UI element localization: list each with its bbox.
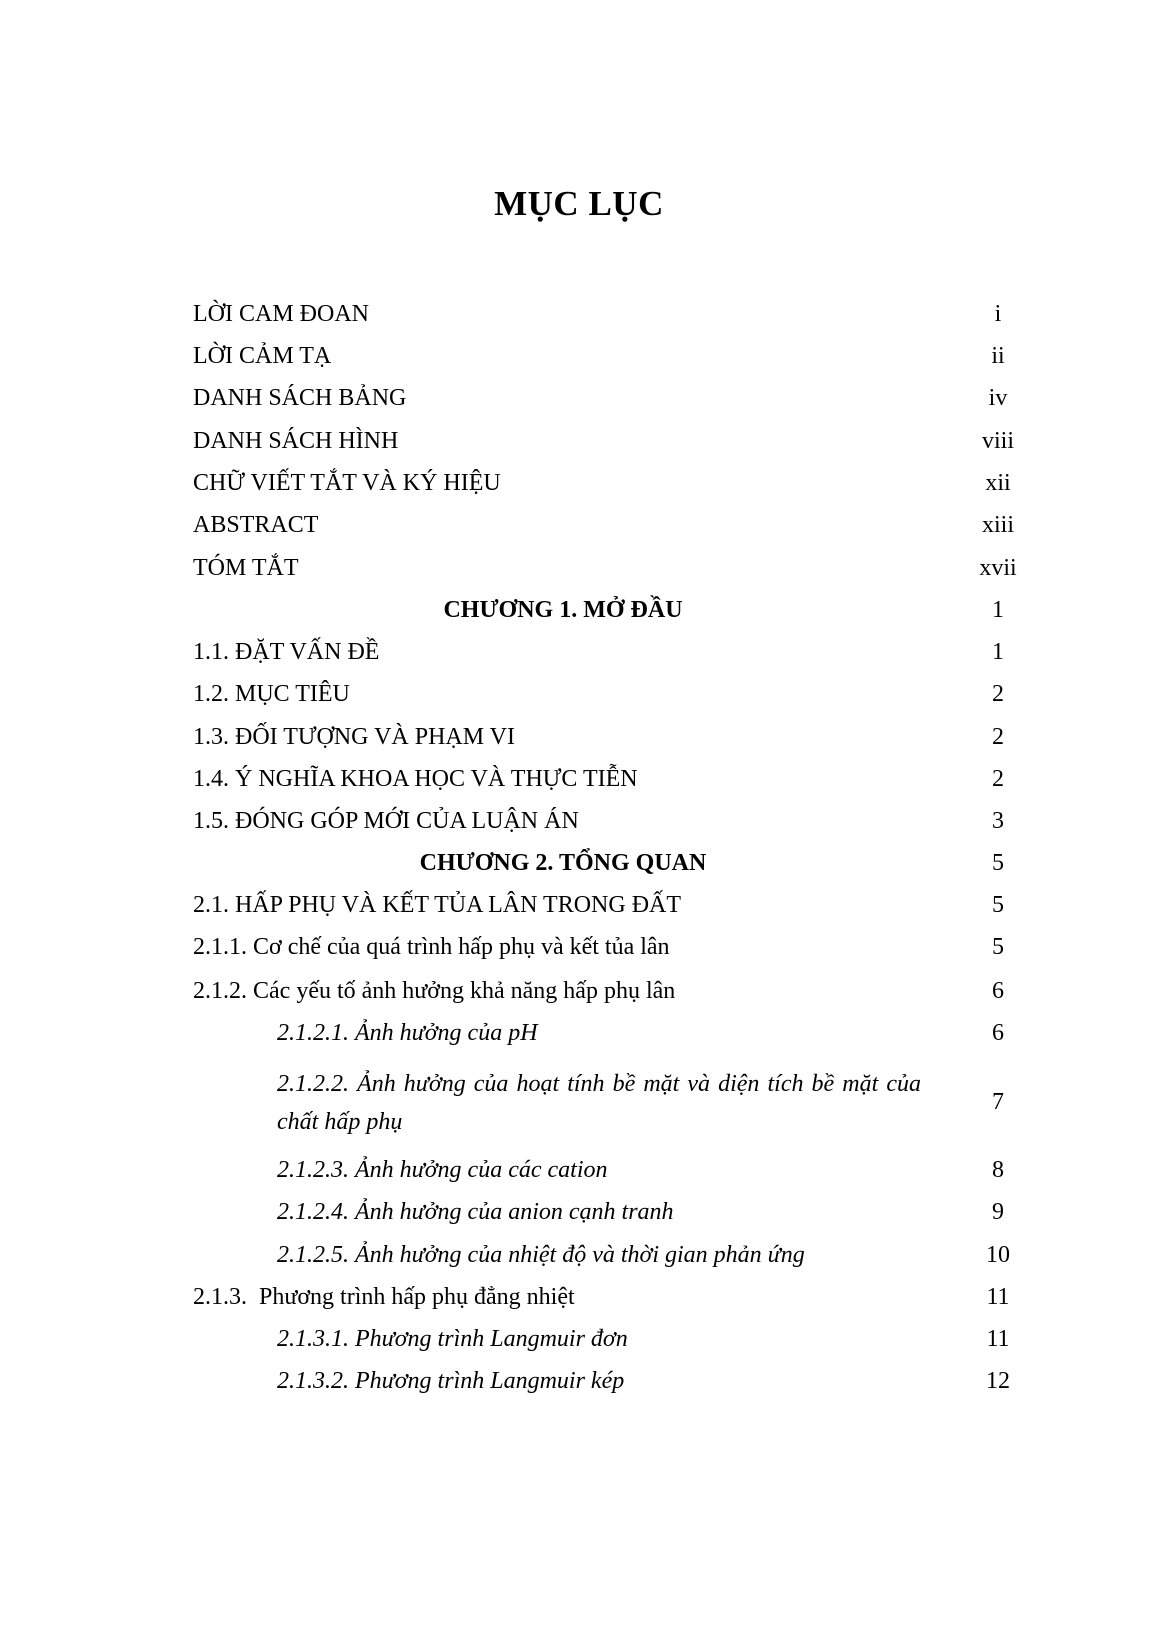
toc-entry-page: 9 [992, 1199, 1004, 1225]
toc-entry-page: 1 [992, 597, 1004, 623]
toc-entry-title: 1.3. ĐỐI TƯỢNG VÀ PHẠM VI [193, 724, 515, 750]
toc-entry-page: 7 [992, 1089, 1004, 1115]
toc-entry-title: 2.1.2.2. Ảnh hưởng của hoạt tính bề mặt và diện tích bề mặt của chất hấp phụ [277, 1071, 921, 1135]
toc-entry-title: DANH SÁCH BẢNG [193, 385, 407, 411]
toc-entry-page: 6 [992, 978, 1004, 1004]
toc-entry-page: 11 [986, 1284, 1010, 1310]
toc-entry-title: 1.1. ĐẶT VẤN ĐỀ [193, 639, 380, 665]
toc-entry-page: i [994, 301, 1002, 327]
toc-entry-title: 2.1.3.1. Phương trình Langmuir đơn [277, 1326, 628, 1352]
toc-entry-page: 2 [992, 681, 1004, 707]
toc-entry-title: 2.1.2.1. Ảnh hưởng của pH [277, 1020, 538, 1046]
toc-entry-page: 1 [992, 639, 1004, 665]
toc-entry-page: 11 [986, 1326, 1010, 1352]
toc-entry-page: 12 [986, 1368, 1010, 1394]
toc-entry-page: 10 [986, 1242, 1010, 1268]
page-title: MỤC LỤC [494, 184, 664, 223]
toc-entry-title: LỜI CẢM TẠ [193, 343, 332, 369]
toc-entry-title: CHƯƠNG 2. TỔNG QUAN [419, 850, 707, 876]
toc-entry-title: ABSTRACT [193, 512, 319, 538]
toc-entry-page: 2 [992, 724, 1004, 750]
toc-entry-title: LỜI CAM ĐOAN [193, 301, 369, 327]
toc-entry-title: DANH SÁCH HÌNH [193, 428, 399, 454]
toc-entry-page: 2 [992, 766, 1004, 792]
toc-entry-page: xii [985, 470, 1011, 496]
toc-entry-title: TÓM TẮT [193, 555, 299, 581]
toc-entry-page: xvii [979, 555, 1017, 581]
toc-entry-page: xiii [981, 512, 1014, 538]
toc-entry-page: 5 [992, 850, 1004, 876]
toc-entry-page: 3 [992, 808, 1004, 834]
toc-entry-title: 2.1.2.3. Ảnh hưởng của các cation [277, 1157, 608, 1183]
toc-entry-title: 1.4. Ý NGHĨA KHOA HỌC VÀ THỰC TIỄN [193, 766, 638, 792]
toc-entry-page: 5 [992, 892, 1004, 918]
toc-entry-title: 1.2. MỤC TIÊU [193, 681, 350, 707]
toc-entry-title: CHỮ VIẾT TẮT VÀ KÝ HIỆU [193, 470, 501, 496]
toc-entry-page: iv [988, 385, 1008, 411]
toc-entry-title: 1.5. ĐÓNG GÓP MỚI CỦA LUẬN ÁN [193, 808, 579, 834]
toc-entry-title: 2.1.3. Phương trình hấp phụ đẳng nhiệt [193, 1284, 575, 1310]
toc-entry-title: 2.1.1. Cơ chế của quá trình hấp phụ và kết tủa lân [193, 934, 670, 960]
toc-entry-page: 5 [992, 934, 1004, 960]
toc-entry-page: viii [981, 428, 1014, 454]
toc-entry-title: 2.1.2.4. Ảnh hưởng của anion cạnh tranh [277, 1199, 674, 1225]
toc-entry-title: 2.1. HẤP PHỤ VÀ KẾT TỦA LÂN TRONG ĐẤT [193, 892, 682, 918]
toc-entry-page: 6 [992, 1020, 1004, 1046]
toc-entry-title: 2.1.3.2. Phương trình Langmuir kép [277, 1368, 625, 1394]
toc-entry-title: 2.1.2.5. Ảnh hưởng của nhiệt độ và thời gian phản ứng [277, 1242, 805, 1268]
toc-entry-page: 8 [992, 1157, 1004, 1183]
toc-entry-title: CHƯƠNG 1. MỞ ĐẦU [443, 597, 683, 623]
toc-entry-title: 2.1.2. Các yếu tố ảnh hưởng khả năng hấp phụ lân [193, 978, 676, 1004]
toc-entry-page: ii [991, 343, 1005, 369]
